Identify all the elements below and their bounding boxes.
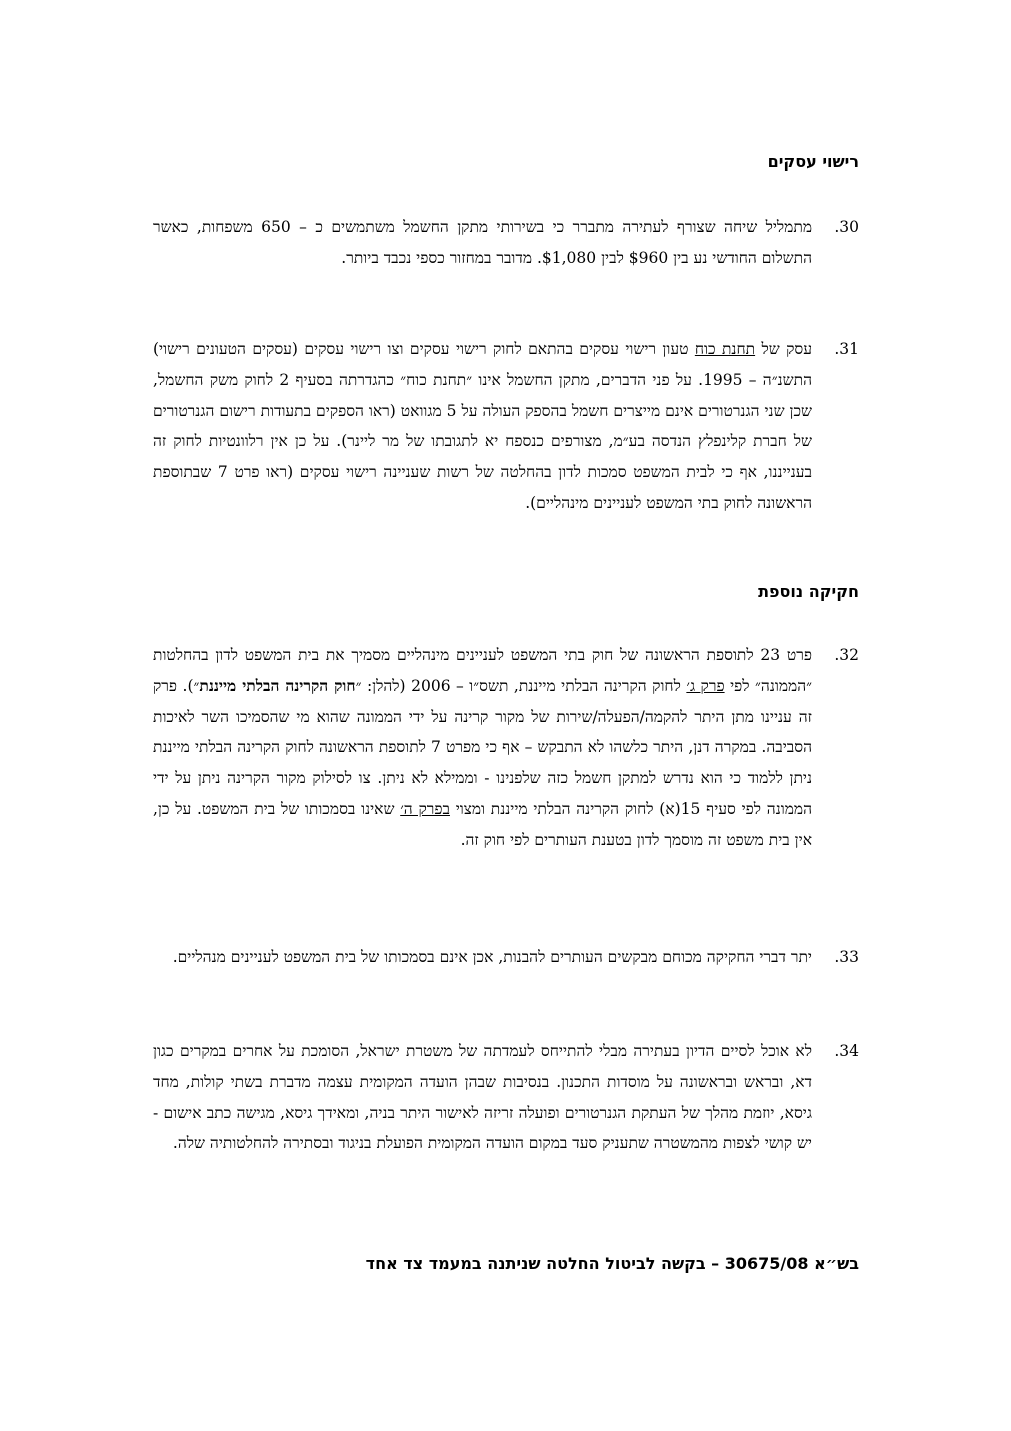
underlined-term-power-station: תחנת כוח: [694, 340, 756, 358]
bold-defined-term: חוק הקרינה הבלתי מייננת: [199, 675, 356, 695]
text-run: לחוק הקרינה הבלתי מייננת, תשס״ו – 2006 (להלן: ״: [355, 676, 687, 695]
paragraph-text: יתר דברי החקיקה מכוחם מבקשים העותרים להבנות, אכן אינם בסמכותו של בית המשפט לעניינים מנהליים.: [172, 948, 812, 966]
paragraph-text: מתמליל שיחה שצורף לעתירה מתברר כי בשירותי מתקן החשמל משתמשים כ – 650 משפחות, כאשר התשלום החודשי נע בין $960 לבין $1,080. מדובר במחזור כספי נכבד ביותר.: [153, 218, 813, 267]
section-heading-business-licensing: רישוי עסקים: [767, 152, 859, 171]
paragraph-text: [153, 334, 812, 519]
paragraph-number: .32: [834, 646, 859, 664]
text-run: עסק של: [755, 340, 812, 358]
text-run: שאינו בסמכותו של בית המשפט. על כן, אין בית משפט זה מוסמך לדון בטענת העותרים לפי חוק זה.: [153, 799, 812, 849]
paragraph-number: .31: [834, 340, 859, 358]
underlined-reference-chapter-e: בפרק ה׳: [400, 799, 450, 818]
paragraph-text: [153, 640, 812, 856]
text-run: פרט 23 לתוספת הראשונה של חוק בתי המשפט לעניינים מינהליים מסמיך את בית המשפט לדון בהחלטות ״הממונה״ לפי: [153, 646, 813, 695]
underlined-reference-chapter-c: פרק ג׳: [686, 676, 725, 695]
paragraph-number: .33: [834, 948, 859, 966]
paragraph-number: .34: [834, 1042, 859, 1060]
text-run: טעון רישוי עסקים בהתאם לחוק רישוי עסקים וצו רישוי עסקים (עסקים הטעונים רישוי) התשנ״ה – 1995. על פני הדברים, מתקן החשמל אינו ״תחנת כוח״ כהגדרתה בסעיף 2 לחוק משק החשמל, שכן שני הגנרטורים אינם מייצרים חשמל בהספק העולה על 5 מגוואט (ראו הספקים בתעודות רישום הגנרטורים של חברת קלינפלץ הנדסה בע״מ, מצורפים כנספח יא לתגובתו של מר ליינר). על כן אין רלוונטיות לחוק זה בענייננו, אף כי לבית המשפט סמכות לדון בהחלטה של רשות שעניינה רישוי עסקים (ראו פרט 7 שבתוספת הראשונה לחוק בתי המשפט לעניינים מינהליים).: [153, 340, 813, 512]
text-run: ״). פרק זה עניינו מתן היתר להקמה/הפעלה/שירות של מקור קרינה על ידי הממונה שהוא מי שהסמיכו השר לאיכות הסביבה. במקרה דנן, היתר כלשהו לא התבקש – אף כי מפרט 7 לתוספת הראשונה לחוק הקרינה הבלתי מייננת ניתן ללמוד כי הוא נדרש למתקן חשמל כזה שלפנינו - וממילא לא ניתן. צו לסילוק מקור הקרינה ניתן על ידי הממונה לפי סעיף 15(א) לחוק הקרינה הבלתי מייננת ומצוי: [153, 676, 812, 818]
paragraph-text: לא אוכל לסיים הדיון בעתירה מבלי להתייחס לעמדתה של משטרת ישראל, הסומכת על אחרים במקרים כגון דא, ובראש ובראשונה על מוסדות התכנון. בנסיבות שבהן הועדה המקומית עצמה מדברת בשתי קולות, מחד גיסא, יוזמת מהלך של העתקת הגנרטורים ופועלה זריזה לאישור היתר בניה, ומאידך גיסא, מגישה כתב אישום - יש קושי לצפות מהמשטרה שתעניק סעד במקום הועדה המקומית הפועלת בניגוד ובסתירה להחלטותיה שלה.: [153, 1042, 812, 1153]
section-heading-additional-legislation: חקיקה נוספת: [758, 582, 859, 601]
paragraph-number: .30: [834, 218, 859, 236]
section-heading-motion: בש״א 30675/08 – בקשה לביטול החלטה שניתנה במעמד צד אחד: [365, 1254, 859, 1273]
